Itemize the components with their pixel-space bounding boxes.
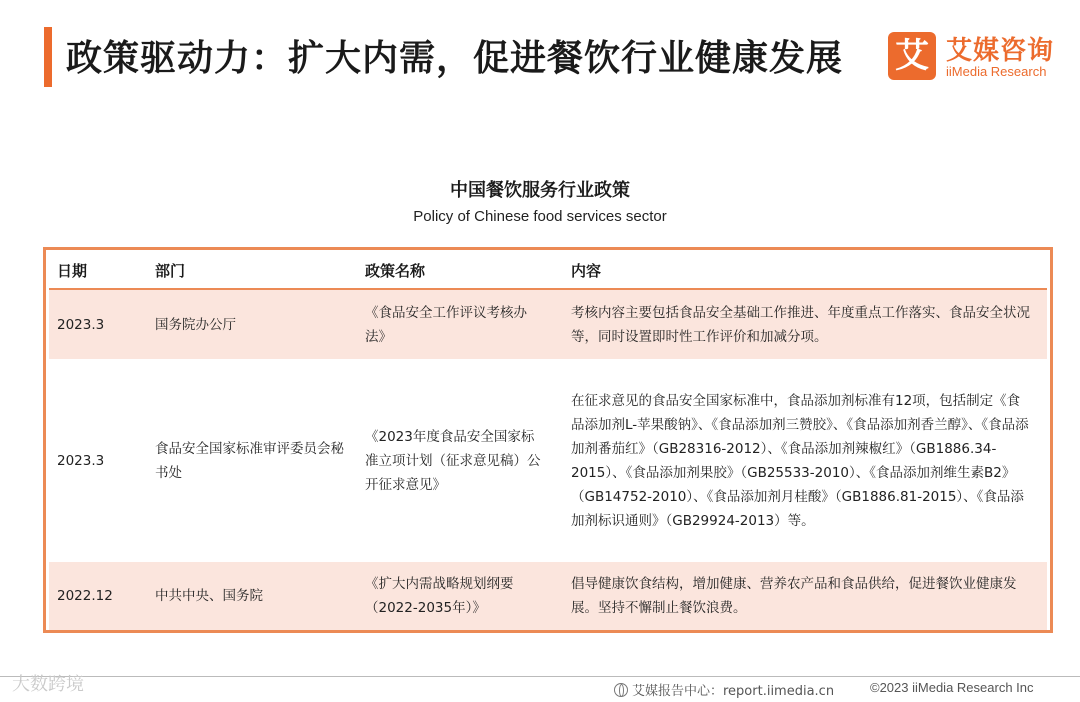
table-row xyxy=(49,359,1047,562)
title-accent-bar xyxy=(44,27,52,87)
cell-policy-name: 《食品安全工作评议考核办法》 xyxy=(357,289,563,359)
cell-department: 中共中央、国务院 xyxy=(147,562,357,630)
footer-divider xyxy=(0,676,1080,677)
cell-department: 国务院办公厅 xyxy=(147,289,357,359)
policy-table xyxy=(49,253,1047,630)
logo-chinese-name: 艾媒咨询 xyxy=(946,36,1055,66)
header-policy-name: 政策名称 xyxy=(357,253,563,289)
table-header-row xyxy=(49,253,1047,289)
cell-date: 2023.3 xyxy=(49,359,147,562)
cell-content: 在征求意见的食品安全国家标准中，食品添加剂标准有12项，包括制定《食品添加剂L-苹果酸钠》、《食品添加剂三赞胶》、《食品添加剂香兰醇》、《食品添加剂番茄红》（GB28316-2012）、《食品添加剂辣椒红》（GB1886.34-2015）、《食品添加剂果胶》（GB25533-2010）、《食品添加剂维生素B2》（GB14752-2010）、《食品添加剂月桂酸》（GB1886.81-2015）、《食品添加剂标识通则》（GB29924-2013）等。 xyxy=(563,359,1047,562)
policy-table-frame xyxy=(43,247,1053,633)
table-row xyxy=(49,562,1047,630)
header-content: 内容 xyxy=(563,253,1047,289)
footer-source xyxy=(614,680,834,699)
footer-copyright: ©2023 iiMedia Research Inc xyxy=(870,680,1034,695)
page-title: 政策驱动力：扩大内需，促进餐饮行业健康发展 xyxy=(66,38,844,79)
logo-mark-icon: 艾 xyxy=(888,32,936,80)
cell-department: 食品安全国家标准审评委员会秘书处 xyxy=(147,359,357,562)
footer-source-text[interactable]: 艾媒报告中心：report.iimedia.cn xyxy=(632,684,835,699)
cell-content: 考核内容主要包括食品安全基础工作推进、年度重点工作落实、食品安全状况等，同时设置即时性工作评价和加减分项。 xyxy=(563,289,1047,359)
iimedia-logo xyxy=(888,30,1068,82)
table-subtitle: Policy of Chinese food services sector xyxy=(413,208,667,225)
cell-content: 倡导健康饮食结构，增加健康、营养农产品和食品供给，促进餐饮业健康发展。坚持不懈制止餐饮浪费。 xyxy=(563,562,1047,630)
watermark: 大数跨境 xyxy=(12,674,84,695)
cell-policy-name: 《2023年度食品安全国家标准立项计划（征求意见稿）公开征求意见》 xyxy=(357,359,563,562)
header-date: 日期 xyxy=(49,253,147,289)
header-department: 部门 xyxy=(147,253,357,289)
logo-english-name: iiMedia Research xyxy=(946,64,1047,79)
cell-policy-name: 《扩大内需战略规划纲要（2022-2035年）》 xyxy=(357,562,563,630)
cell-date: 2023.3 xyxy=(49,289,147,359)
cell-date: 2022.12 xyxy=(49,562,147,630)
table-title: 中国餐饮服务行业政策 xyxy=(450,180,630,201)
globe-icon xyxy=(614,683,628,697)
table-row xyxy=(49,289,1047,359)
